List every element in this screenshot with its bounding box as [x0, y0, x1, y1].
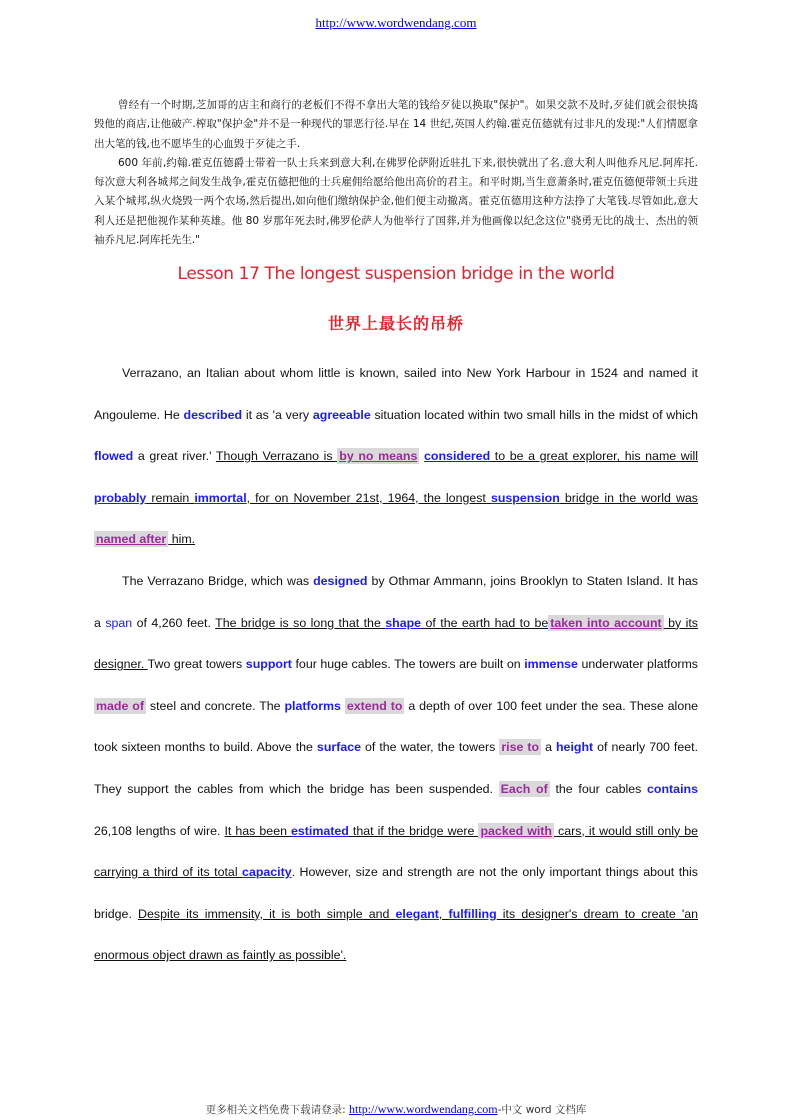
text-run: four huge cables. The towers are built on: [291, 657, 525, 672]
keyword: surface: [316, 740, 362, 755]
keyword: support: [245, 657, 292, 672]
text-run: Two great towers: [147, 657, 246, 672]
text-run: of nearly 700 feet. They support the cables from which the bridge has been suspended.: [94, 740, 699, 796]
underlined-text: It has been: [224, 823, 292, 838]
underlined-text: him.: [168, 532, 196, 547]
highlighted-phrase: rise to: [501, 740, 540, 755]
footer-suffix: -中文 word 文档库: [497, 1104, 587, 1116]
keyword: height: [555, 740, 594, 755]
keyword: immortal: [194, 490, 247, 505]
keyword: span: [105, 615, 133, 630]
highlighted-phrase: taken into account: [550, 615, 662, 630]
chinese-paragraph-1: 曾经有一个时期,芝加哥的店主和商行的老板们不得不拿出大笔的钱给歹徒以换取"保护"。如果交款不及时,歹徒们就会很快捣毁他的商店,让他破产.榨取"保护金"并不是一种现代的罪恶行径.早在 14 世纪,英国人约翰.霍克伍德就有过非凡的发现:"人们情愿拿出大笔的钱,也不愿毕生的心血毁于歹徒之手.: [94, 99, 698, 150]
underlined-text: cars, it would still only be carrying a third of its total: [94, 823, 699, 880]
keyword: capacity: [242, 865, 292, 880]
lesson-subtitle: 世界上最长的吊桥: [327, 314, 464, 333]
chinese-translation: [94, 96, 698, 250]
text-run: 26,108 lengths of wire.: [94, 823, 225, 838]
underlined-text: Though Verrazano is: [215, 449, 338, 464]
header-url-link[interactable]: http://www.wordwendang.com: [315, 15, 477, 30]
keyword: elegant: [395, 906, 439, 921]
highlighted-phrase: packed with: [480, 823, 552, 838]
keyword: described: [183, 407, 243, 422]
english-text: [94, 353, 698, 977]
underlined-text: of the earth had to be: [421, 615, 549, 630]
text-run: . However, size and strength are not the only important things about this bridge.: [94, 865, 698, 921]
keyword: platforms: [284, 698, 341, 713]
keyword: agreeable: [312, 407, 371, 422]
text-run: situation located within two small hills in the midst of which: [370, 407, 698, 422]
underlined-text: by its designer.: [94, 615, 699, 672]
chinese-paragraph-2: 600 年前,约翰.霍克伍德爵士带着一队士兵来到意大利,在佛罗伦萨附近驻扎下来,很快就出了名.意大利人叫他乔凡尼.阿库托.每次意大利各城邦之间发生战争,霍克伍德把他的士兵雇佣给愿给他出高价的君主。和平时期,当生意萧条时,霍克伍德便带领士兵进入某个城邦,纵火烧毁一两个农场,然后提出,如向他们缴纳保护金,他们便主动撤离。霍克伍德用这种方法挣了大笔钱.尽管如此,意大利人还是把他视作某种英雄。他 80 岁那年死去时,佛罗伦萨人为他举行了国葬,并为他画像以纪念这位"骁勇无比的战士、杰出的领袖乔凡尼.阿库托先生.": [94, 156, 698, 247]
footer-url-link[interactable]: http://www.wordwendang.com: [349, 1102, 498, 1116]
text-run: a depth of over 100 feet under the sea. These alone took sixteen months to build. Above the: [94, 698, 698, 755]
text-run: a: [541, 740, 556, 755]
highlighted-phrase: made of: [96, 698, 144, 713]
text-run: Verrazano, an Italian about whom little is known, sailed into New York Harbour in 1524 and named it Angouleme. He: [94, 366, 698, 422]
underlined-text: bridge in the world was: [559, 490, 699, 505]
keyword: immense: [524, 657, 578, 672]
underlined-text: its designer's dream to create 'an enormous object drawn as faintly as possible'.: [94, 906, 698, 963]
underlined-text: , for on November 21st, 1964, the longest: [246, 490, 491, 505]
text-run: of the water, the towers: [361, 740, 500, 755]
keyword: contains: [647, 781, 698, 796]
highlighted-phrase: by no means: [339, 449, 418, 464]
keyword: suspension: [490, 490, 560, 505]
text-run: of 4,260 feet.: [132, 615, 216, 630]
keyword: fulfilling: [448, 906, 497, 921]
lesson-title: Lesson 17 The longest suspension bridge in the world: [177, 264, 615, 284]
underlined-text: ,: [438, 906, 449, 921]
highlighted-phrase: Each of: [500, 781, 548, 796]
keyword: considered: [424, 449, 491, 464]
text-run: by Othmar Ammann, joins Brooklyn to Staten Island. It has a: [94, 573, 698, 630]
keyword: estimated: [291, 823, 349, 838]
text-run: The Verrazano Bridge, which was: [122, 573, 314, 588]
underlined-text: The bridge is so long that the: [215, 615, 386, 630]
page-footer: [0, 1102, 792, 1117]
text-run: it as 'a very: [242, 407, 313, 422]
underlined-text: to be a great explorer, his name will: [490, 449, 698, 464]
underlined-text: Despite its immensity, it is both simple and: [138, 906, 396, 921]
footer-prefix: 更多相关文档免费下载请登录:: [205, 1104, 350, 1116]
text-run: underwater platforms: [577, 657, 699, 672]
english-paragraph-2: [94, 561, 698, 977]
highlighted-phrase: extend to: [346, 698, 403, 713]
text-run: the four cables: [549, 781, 648, 796]
text-run: steel and concrete. The: [145, 698, 285, 713]
keyword: probably: [94, 490, 147, 505]
underlined-text: remain: [146, 490, 195, 505]
keyword: designed: [313, 573, 368, 588]
text-run: a great river.': [133, 449, 216, 464]
highlighted-phrase: named after: [96, 532, 167, 547]
english-paragraph-1: [94, 353, 698, 561]
keyword: shape: [385, 615, 422, 630]
keyword: flowed: [94, 449, 134, 464]
underlined-text: that if the bridge were: [348, 823, 479, 838]
